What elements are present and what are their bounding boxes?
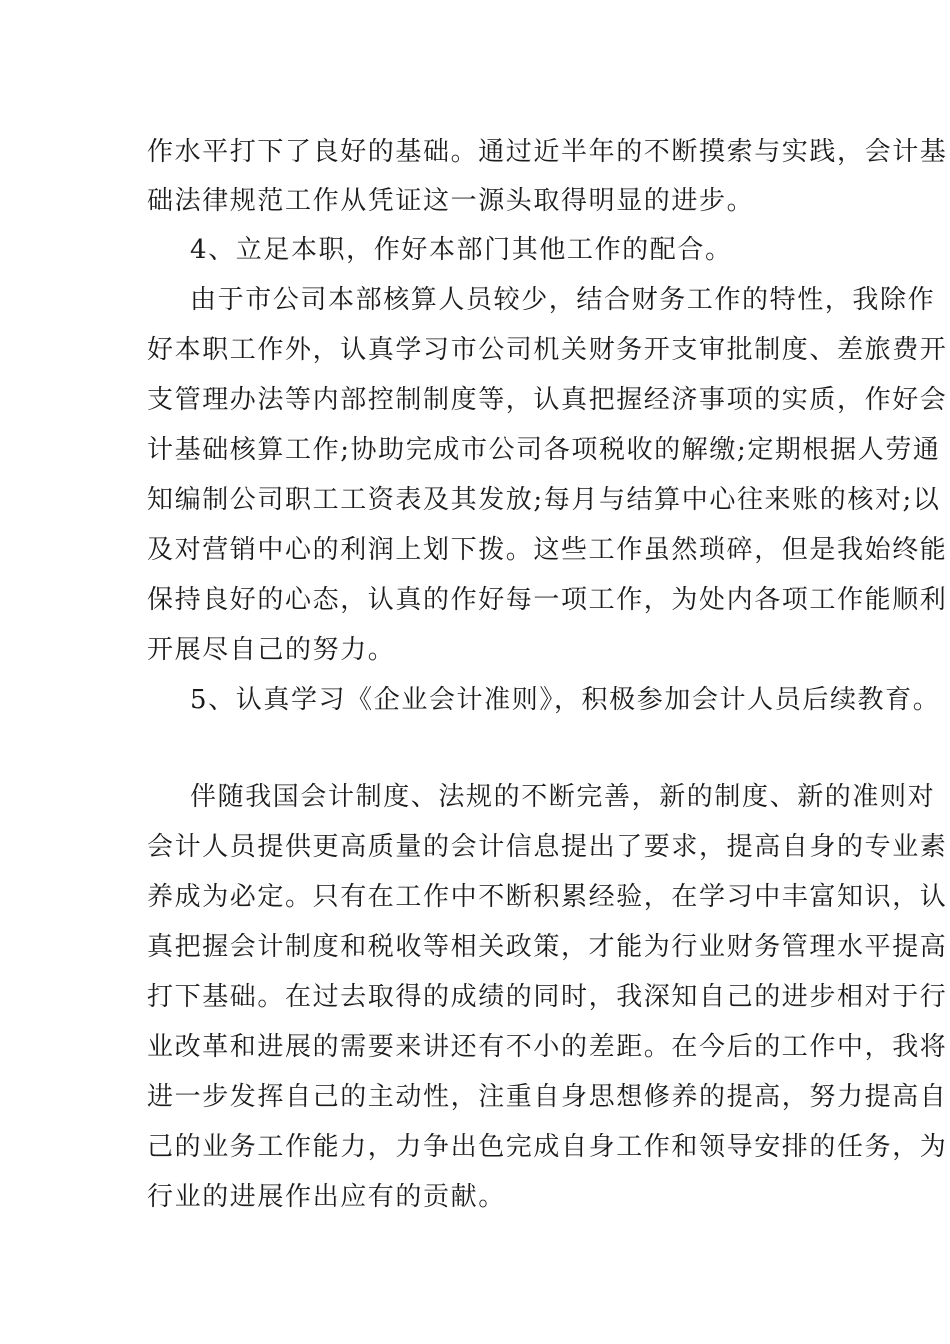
text-line: 知编制公司职工工资表及其发放;每月与结算中心往来账的核对;以 <box>147 485 941 515</box>
section-heading: 4、立足本职，作好本部门其他工作的配合。 <box>190 235 733 265</box>
text-line: 开展尽自己的努力。 <box>147 635 396 665</box>
text-line: 进一步发挥自己的主动性，注重自身思想修养的提高，努力提高自 <box>147 1082 948 1112</box>
section-heading: 5、认真学习《企业会计准则》，积极参加会计人员后续教育。 <box>190 685 941 715</box>
text-line: 作水平打下了良好的基础。通过近半年的不断摸索与实践，会计基 <box>147 137 948 167</box>
text-line: 会计人员提供更高质量的会计信息提出了要求，提高自身的专业素 <box>147 832 948 862</box>
text-line: 打下基础。在过去取得的成绩的同时，我深知自己的进步相对于行 <box>147 982 948 1012</box>
text-line: 支管理办法等内部控制制度等，认真把握经济事项的实质，作好会 <box>147 385 948 415</box>
text-line: 础法律规范工作从凭证这一源头取得明显的进步。 <box>147 186 755 216</box>
text-line: 好本职工作外，认真学习市公司机关财务开支审批制度、差旅费开 <box>147 335 948 365</box>
text-line: 保持良好的心态，认真的作好每一项工作，为处内各项工作能顺利 <box>147 585 948 615</box>
text-line: 及对营销中心的利润上划下拨。这些工作虽然琐碎，但是我始终能 <box>147 535 948 565</box>
text-line: 伴随我国会计制度、法规的不断完善，新的制度、新的准则对 <box>190 782 936 812</box>
text-line: 真把握会计制度和税收等相关政策，才能为行业财务管理水平提高 <box>147 932 948 962</box>
text-line: 己的业务工作能力，力争出色完成自身工作和领导安排的任务，为 <box>147 1132 948 1162</box>
text-line: 业改革和进展的需要来讲还有不小的差距。在今后的工作中，我将 <box>147 1032 948 1062</box>
text-line: 行业的进展作出应有的贡献。 <box>147 1182 506 1212</box>
text-line: 由于市公司本部核算人员较少，结合财务工作的特性，我除作 <box>190 285 936 315</box>
text-line: 计基础核算工作;协助完成市公司各项税收的解缴;定期根据人劳通 <box>147 435 941 465</box>
text-line: 养成为必定。只有在工作中不断积累经验，在学习中丰富知识，认 <box>147 882 948 912</box>
